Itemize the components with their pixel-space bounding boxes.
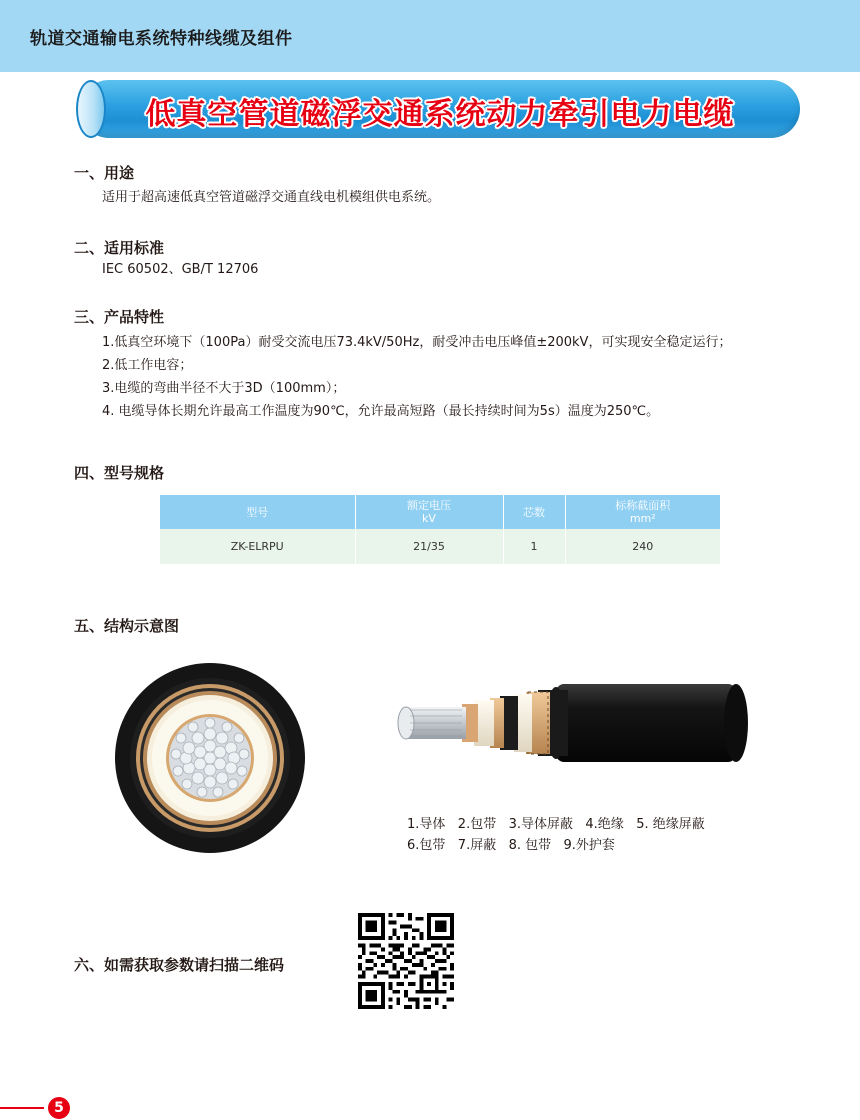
standards-line: IEC 60502、GB/T 12706 [102,262,259,277]
spec-table [160,495,720,564]
structure-legend-line-2: 6.包带 7.屏蔽 8. 包带 9.外护套 [407,838,615,853]
page-title: 低真空管道磁浮交通系统动力牵引电力电缆 [145,97,735,132]
col-header-cores: 芯数 [503,495,565,529]
structure-legend-line-1: 1.导体 2.包带 3.导体屏蔽 4.绝缘 5. 绝缘屏蔽 [407,817,705,832]
section-heading-usage: 一、用途 [74,164,135,182]
catalog-category: 轨道交通输电系统特种线缆及组件 [30,29,293,49]
cell-voltage: 21/35 [355,529,503,564]
cable-cross-section-image [110,658,310,858]
features-list [102,331,731,423]
usage-text [102,186,440,209]
cell-cores: 1 [503,529,565,564]
title-banner [80,80,800,138]
top-header-bar [0,0,860,72]
cable-layered-view-image [396,680,752,766]
col-header-model: 型号 [160,495,355,529]
footer-rule [0,1107,44,1109]
feature-item: 3.电缆的弯曲半径不大于3D（100mm）； [102,381,346,396]
standards-text [102,258,258,281]
section-heading-features: 三、产品特性 [74,308,165,326]
section-heading-qr: 六、如需获取参数请扫描二维码 [74,956,285,974]
col-header-section: 标称截面积 mm² [565,495,720,529]
section-heading-specs: 四、型号规格 [74,464,165,482]
feature-item: 4. 电缆导体长期允许最高工作温度为90℃，允许最高短路（最长持续时间为5s）温度为250℃。 [102,404,660,419]
qr-code-image[interactable] [358,913,454,1009]
feature-item: 1.低真空环境下（100Pa）耐受交流电压73.4kV/50Hz，耐受冲击电压峰值±200kV，可实现安全稳定运行； [102,335,732,350]
usage-line: 适用于超高速低真空管道磁浮交通直线电机模组供电系统。 [102,190,441,205]
section-heading-standards: 二、适用标准 [74,239,165,257]
table-row [160,529,720,564]
feature-item: 2.低工作电容； [102,358,193,373]
section-heading-structure: 五、结构示意图 [74,617,180,635]
spec-table-header [160,495,720,529]
cell-section: 240 [565,529,720,564]
col-header-voltage: 额定电压 kV [355,495,503,529]
page-number-badge: 5 [48,1097,70,1119]
cell-model: ZK-ELRPU [160,529,355,564]
